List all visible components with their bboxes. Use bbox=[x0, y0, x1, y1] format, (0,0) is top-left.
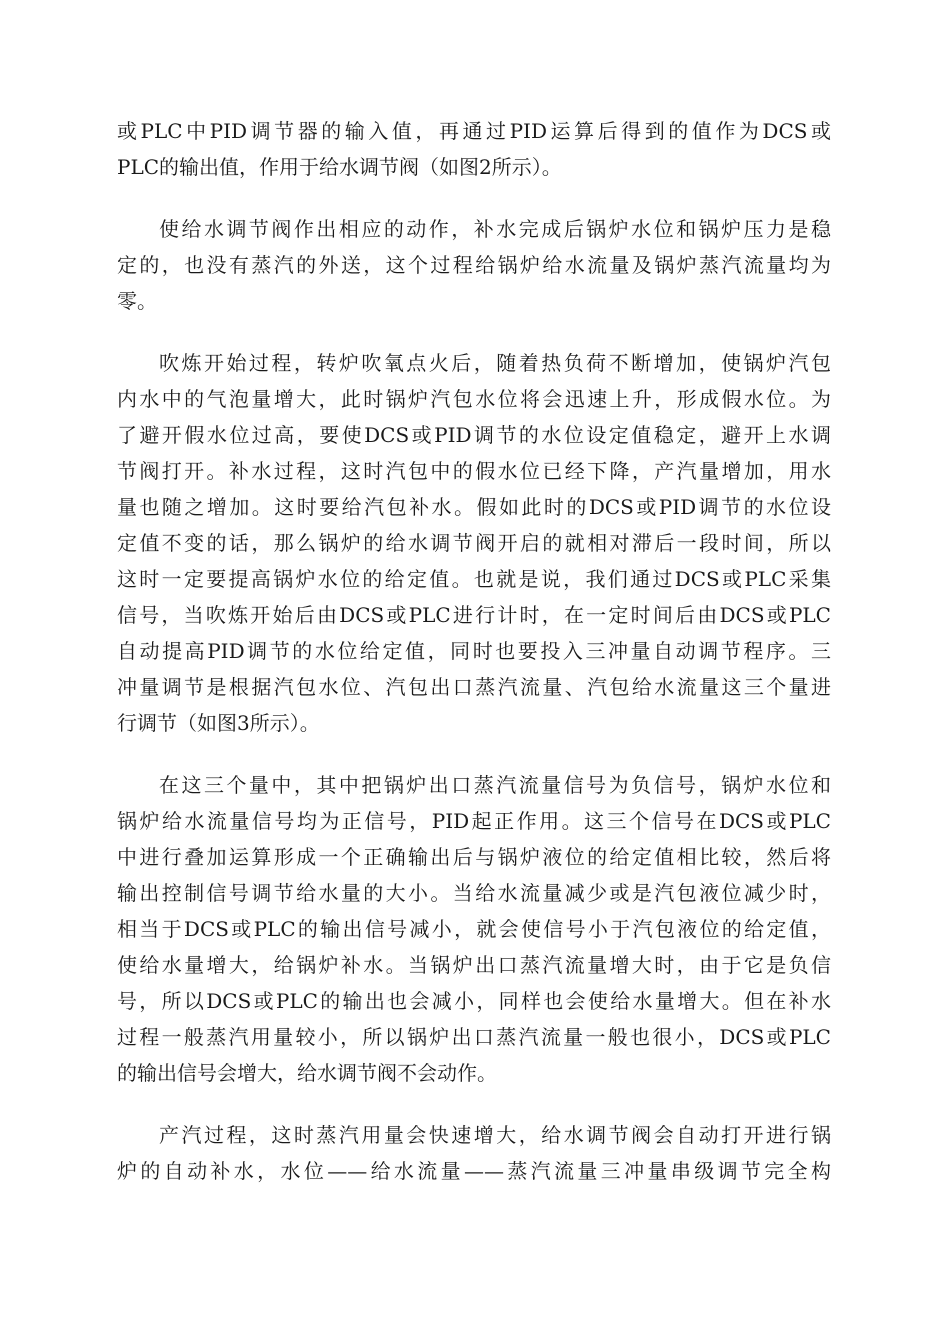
paragraph bbox=[117, 113, 831, 185]
document-body bbox=[117, 113, 831, 1215]
paragraph-line: 输出控制信号调节给水量的大小。当给水流量减少或是汽包液位减少时， bbox=[117, 881, 831, 905]
paragraph-line: 内水中的气泡量增大，此时锅炉汽包水位将会迅速上升，形成假水位。为 bbox=[117, 387, 831, 411]
paragraph-line: 信号，当吹炼开始后由DCS或PLC进行计时，在一定时间后由DCS或PLC bbox=[117, 603, 831, 627]
paragraph-line: 过程一般蒸汽用量较小，所以锅炉出口蒸汽流量一般也很小，DCS或PLC bbox=[117, 1025, 831, 1049]
paragraph-line: 了避开假水位过高，要使DCS或PID调节的水位设定值稳定，避开上水调 bbox=[117, 423, 831, 447]
paragraph-line: 锅炉给水流量信号均为正信号，PID起正作用。这三个信号在DCS或PLC bbox=[117, 809, 831, 833]
paragraph-line: 吹炼开始过程，转炉吹氧点火后，随着热负荷不断增加，使锅炉汽包 bbox=[159, 351, 831, 375]
paragraph-line: 的输出信号会增大，给水调节阀不会动作。 bbox=[117, 1061, 497, 1085]
paragraph bbox=[117, 211, 831, 319]
paragraph-line: 号，所以DCS或PLC的输出也会减小，同样也会使给水量增大。但在补水 bbox=[117, 989, 831, 1013]
paragraph-line: 使给水调节阀作出相应的动作，补水完成后锅炉水位和锅炉压力是稳 bbox=[159, 217, 831, 241]
paragraph bbox=[117, 345, 831, 741]
paragraph-line: 或PLC中PID调节器的输入值，再通过PID运算后得到的值作为DCS或 bbox=[117, 119, 831, 143]
paragraph-line: 定值不变的话，那么锅炉的给水调节阀开启的就相对滞后一段时间，所以 bbox=[117, 531, 831, 555]
paragraph-line: 使给水量增大，给锅炉补水。当锅炉出口蒸汽流量增大时，由于它是负信 bbox=[117, 953, 831, 977]
paragraph-line: 行调节（如图3所示）。 bbox=[117, 711, 320, 735]
paragraph-line: 定的，也没有蒸汽的外送，这个过程给锅炉给水流量及锅炉蒸汽流量均为 bbox=[117, 253, 831, 277]
paragraph-line: 产汽过程，这时蒸汽用量会快速增大，给水调节阀会自动打开进行锅 bbox=[159, 1123, 831, 1147]
paragraph bbox=[117, 767, 831, 1091]
paragraph-line: 自动提高PID调节的水位给定值，同时也要投入三冲量自动调节程序。三 bbox=[117, 639, 831, 663]
paragraph-line: 这时一定要提高锅炉水位的给定值。也就是说，我们通过DCS或PLC采集 bbox=[117, 567, 831, 591]
paragraph-line: 在这三个量中，其中把锅炉出口蒸汽流量信号为负信号，锅炉水位和 bbox=[159, 773, 831, 797]
paragraph-line: 节阀打开。补水过程，这时汽包中的假水位已经下降，产汽量增加，用水 bbox=[117, 459, 831, 483]
paragraph-line: 相当于DCS或PLC的输出信号减小，就会使信号小于汽包液位的给定值， bbox=[117, 917, 831, 941]
paragraph-line: 量也随之增加。这时要给汽包补水。假如此时的DCS或PID调节的水位设 bbox=[117, 495, 831, 519]
paragraph-line: 炉的自动补水，水位——给水流量——蒸汽流量三冲量串级调节完全构 bbox=[117, 1159, 831, 1183]
paragraph-line: PLC的输出值，作用于给水调节阀（如图2所示）。 bbox=[117, 155, 562, 179]
paragraph-line: 冲量调节是根据汽包水位、汽包出口蒸汽流量、汽包给水流量这三个量进 bbox=[117, 675, 831, 699]
paragraph bbox=[117, 1117, 831, 1189]
paragraph-line: 中进行叠加运算形成一个正确输出后与锅炉液位的给定值相比较，然后将 bbox=[117, 845, 831, 869]
paragraph-line: 零。 bbox=[117, 289, 157, 313]
